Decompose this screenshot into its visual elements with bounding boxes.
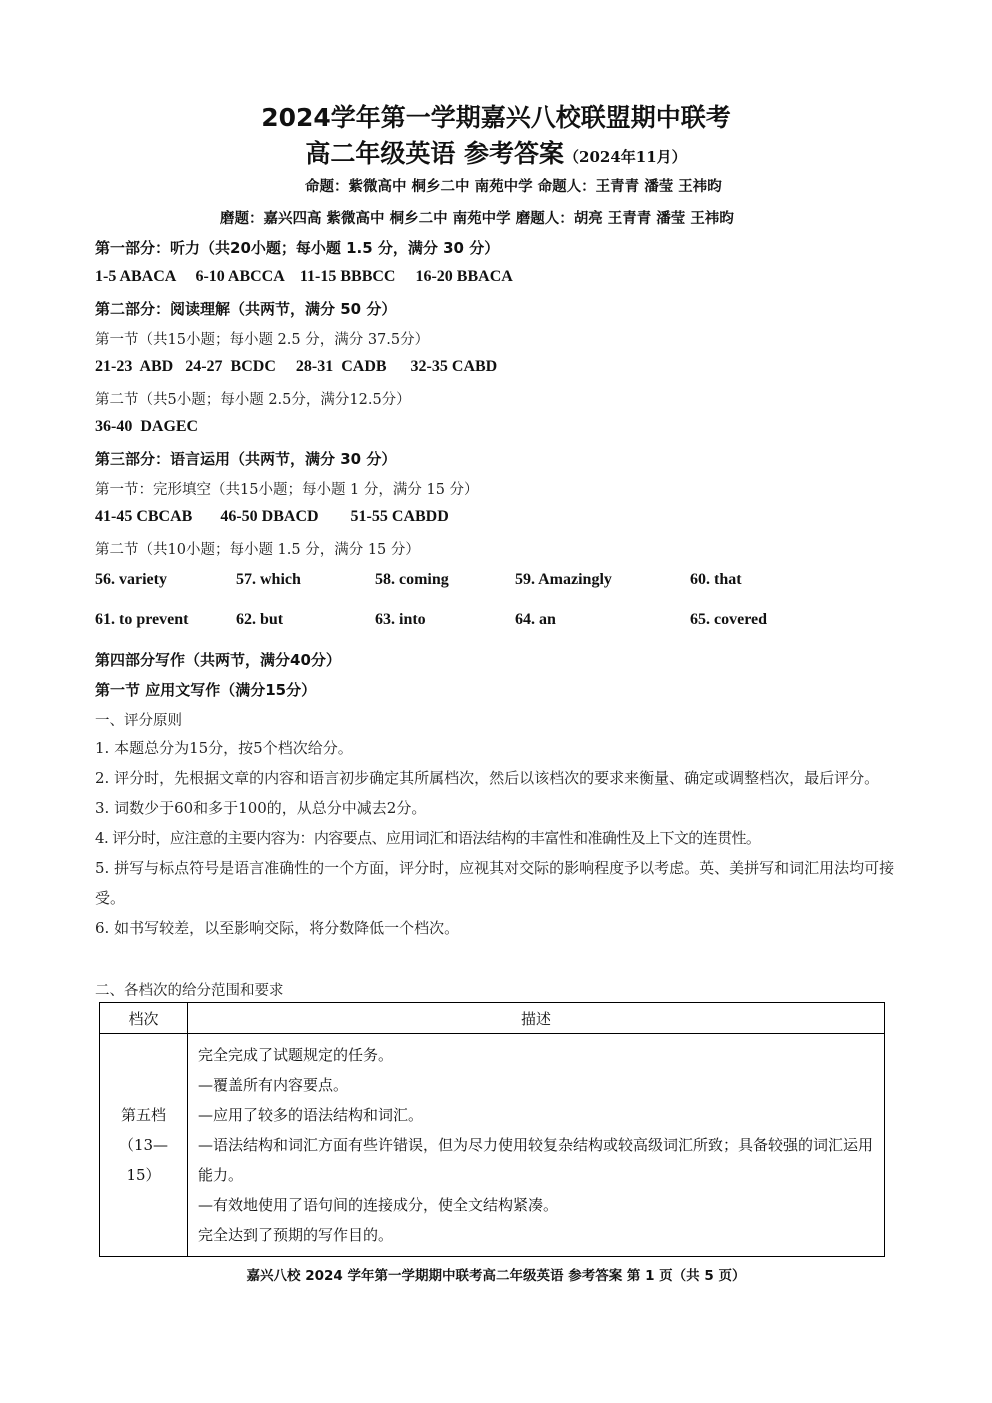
setters-credit: 命题：紫微高中 桐乡二中 南苑中学 命题人：王青青 潘莹 王祎昀	[305, 179, 722, 195]
blank-64: 64. an	[515, 611, 556, 628]
part2-heading: 第二部分：阅读理解（共两节，满分 50 分）	[95, 300, 397, 318]
blank-56: 56. variety	[95, 571, 167, 588]
part3-section2-heading: 第二节（共10小题；每小题 1.5 分，满分 15 分）	[95, 542, 420, 558]
principle-item: 1. 本题总分为15分，按5个档次给分。	[95, 739, 353, 757]
blank-63: 63. into	[375, 611, 426, 628]
levels-heading: 二、各档次的给分范围和要求	[95, 983, 284, 999]
part3-heading: 第三部分：语言运用（共两节，满分 30 分）	[95, 450, 397, 468]
part4-section1-heading: 第一节 应用文写作（满分15分）	[95, 681, 317, 699]
blank-58: 58. coming	[375, 571, 449, 588]
description-line: —应用了较多的语法结构和词汇。	[198, 1106, 424, 1124]
part1-answers: 1-5 ABACA 6-10 ABCCA 11-15 BBBCC 16-20 BBACA	[95, 268, 513, 285]
blank-61: 61. to prevent	[95, 611, 189, 628]
part2-section1-heading: 第一节（共15小题；每小题 2.5 分，满分 37.5分）	[95, 332, 430, 348]
exam-subtitle	[0, 134, 992, 170]
column-header-description: 描述	[188, 1003, 885, 1034]
principle-item: 4. 评分时，应注意的主要内容为：内容要点、应用词汇和语法结构的丰富性和准确性及上下文的连贯性。	[95, 829, 761, 847]
part3-section1-answers: 41-45 CBCAB 46-50 DBACD 51-55 CABDD	[95, 508, 449, 525]
principles-heading: 一、评分原则	[95, 713, 182, 729]
principle-item: 6. 如书写较差，以至影响交际，将分数降低一个档次。	[95, 919, 460, 937]
description-line: 完全达到了预期的写作目的。	[198, 1226, 394, 1244]
exam-date: （2024年11月）	[564, 148, 687, 166]
description-line: —语法结构和词汇方面有些许错误，但为尽力使用较复杂结构或较高级词汇所致；具备较强的词汇运用能力。	[198, 1136, 874, 1184]
subtitle-text: 高二年级英语 参考答案	[305, 139, 565, 168]
principle-item: 2. 评分时，先根据文章的内容和语言初步确定其所属档次，然后以该档次的要求来衡量、确定或调整档次，最后评分。	[95, 769, 880, 787]
blank-57: 57. which	[236, 571, 301, 588]
level-name: 第五档	[120, 1106, 166, 1124]
principle-item: 3. 词数少于60和多于100的，从总分中减去2分。	[95, 799, 427, 817]
description-cell	[188, 1034, 885, 1257]
grading-table	[99, 1002, 885, 1257]
reviewers-credit: 磨题：嘉兴四高 紫微高中 桐乡二中 南苑中学 磨题人：胡亮 王青青 潘莹 王祎昀	[220, 211, 734, 227]
level-range-end: 15）	[126, 1166, 161, 1184]
part2-section1-answers: 21-23 ABD 24-27 BCDC 28-31 CADB 32-35 CABD	[95, 358, 498, 375]
table-header-row	[100, 1003, 885, 1034]
part3-section1-heading: 第一节：完形填空（共15小题；每小题 1 分，满分 15 分）	[95, 482, 479, 498]
level-cell	[100, 1034, 188, 1257]
exam-title: 2024学年第一学期嘉兴八校联盟期中联考	[261, 103, 731, 132]
description-line: —覆盖所有内容要点。	[198, 1076, 349, 1094]
blank-65: 65. covered	[690, 611, 768, 628]
blank-60: 60. that	[690, 571, 742, 588]
column-header-level: 档次	[100, 1003, 188, 1034]
blank-59: 59. Amazingly	[515, 571, 612, 588]
description-line: 完全完成了试题规定的任务。	[198, 1046, 394, 1064]
principles-list	[95, 733, 895, 943]
part2-section2-heading: 第二节（共5小题；每小题 2.5分，满分12.5分）	[95, 392, 411, 408]
part2-section2-answers: 36-40 DAGEC	[95, 418, 199, 435]
blank-62: 62. but	[236, 611, 284, 628]
part4-heading: 第四部分写作（共两节，满分40分）	[95, 651, 341, 669]
principle-item: 5. 拼写与标点符号是语言准确性的一个方面，评分时，应视其对交际的影响程度予以考虑。英、美拼写和词汇用法均可接受。	[95, 859, 895, 907]
table-row	[100, 1034, 885, 1257]
page-footer: 嘉兴八校 2024 学年第一学期期中联考高二年级英语 参考答案 第 1 页（共 5 页）	[246, 1268, 746, 1284]
description-line: —有效地使用了语句间的连接成分，使全文结构紧凑。	[198, 1196, 559, 1214]
part1-heading: 第一部分：听力（共20小题；每小题 1.5 分，满分 30 分）	[95, 239, 500, 257]
level-range-start: （13—	[118, 1136, 169, 1154]
